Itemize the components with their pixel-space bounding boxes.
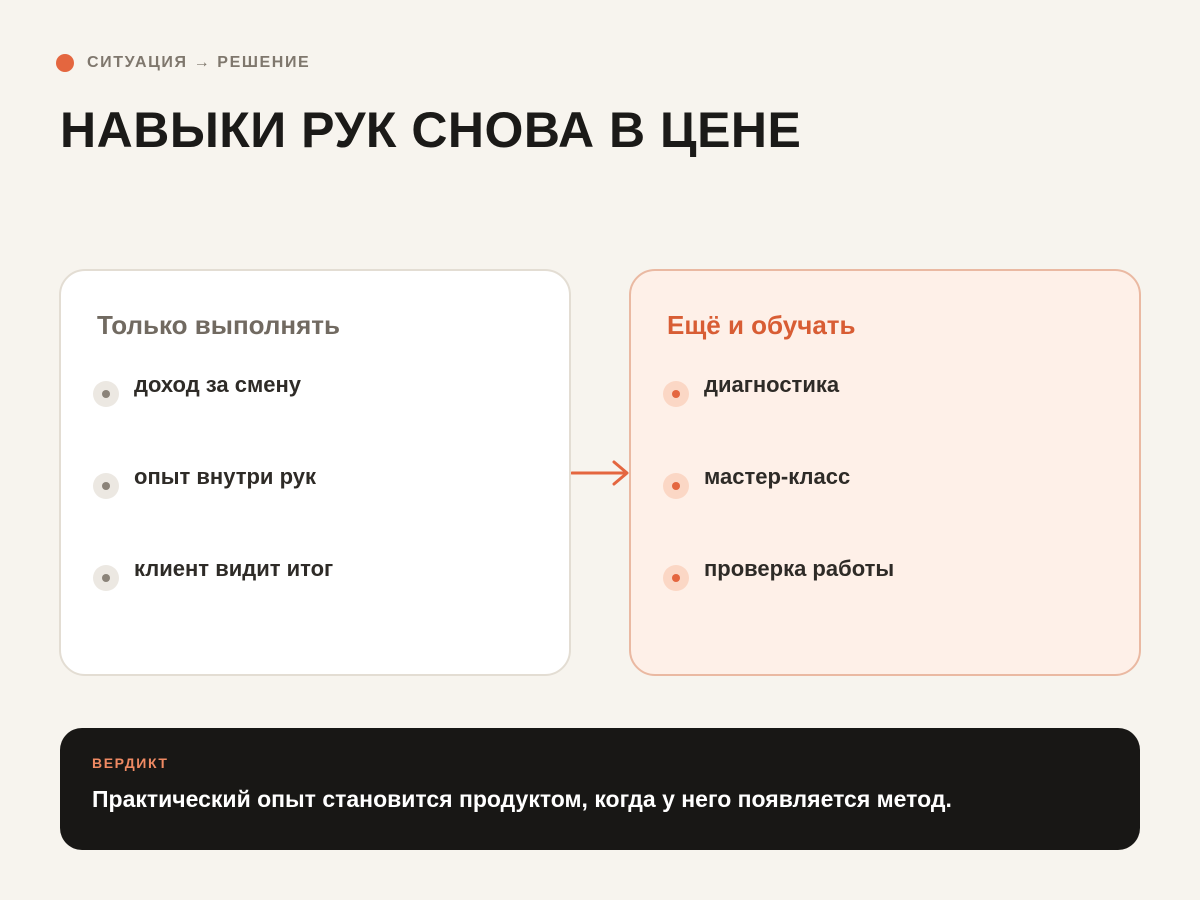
bullet-dot-icon [663, 381, 689, 407]
section-kicker [56, 53, 310, 73]
bullet-dot-icon [93, 381, 119, 407]
after-card-title: Ещё и обучать [667, 310, 856, 340]
list-item [663, 371, 839, 399]
bullet-dot-icon [663, 473, 689, 499]
list-item-label: опыт внутри рук [134, 464, 316, 489]
list-item [663, 555, 894, 583]
before-card [59, 269, 571, 676]
list-item [93, 371, 301, 399]
before-card-title: Только выполнять [97, 310, 340, 340]
kicker-text: СИТУАЦИЯ → РЕШЕНИЕ [87, 54, 311, 71]
arrow-right-icon [571, 459, 631, 487]
list-item-label: мастер-класс [704, 464, 851, 489]
bullet-dot-icon [93, 565, 119, 591]
page-title: НАВЫКИ РУК СНОВА В ЦЕНЕ [60, 102, 802, 158]
list-item [663, 463, 850, 491]
verdict-label: ВЕРДИКТ [92, 755, 169, 771]
list-item-label: проверка работы [704, 556, 895, 581]
verdict-text: Практический опыт становится продуктом, когда у него появляется метод. [92, 786, 952, 812]
list-item-label: диагностика [704, 372, 840, 397]
dot-icon [56, 54, 74, 72]
list-item-label: доход за смену [134, 372, 302, 397]
list-item [93, 463, 316, 491]
bullet-dot-icon [93, 473, 119, 499]
after-card [629, 269, 1141, 676]
list-item [93, 555, 333, 583]
list-item-label: клиент видит итог [134, 556, 334, 581]
verdict-panel [60, 728, 1140, 850]
bullet-dot-icon [663, 565, 689, 591]
